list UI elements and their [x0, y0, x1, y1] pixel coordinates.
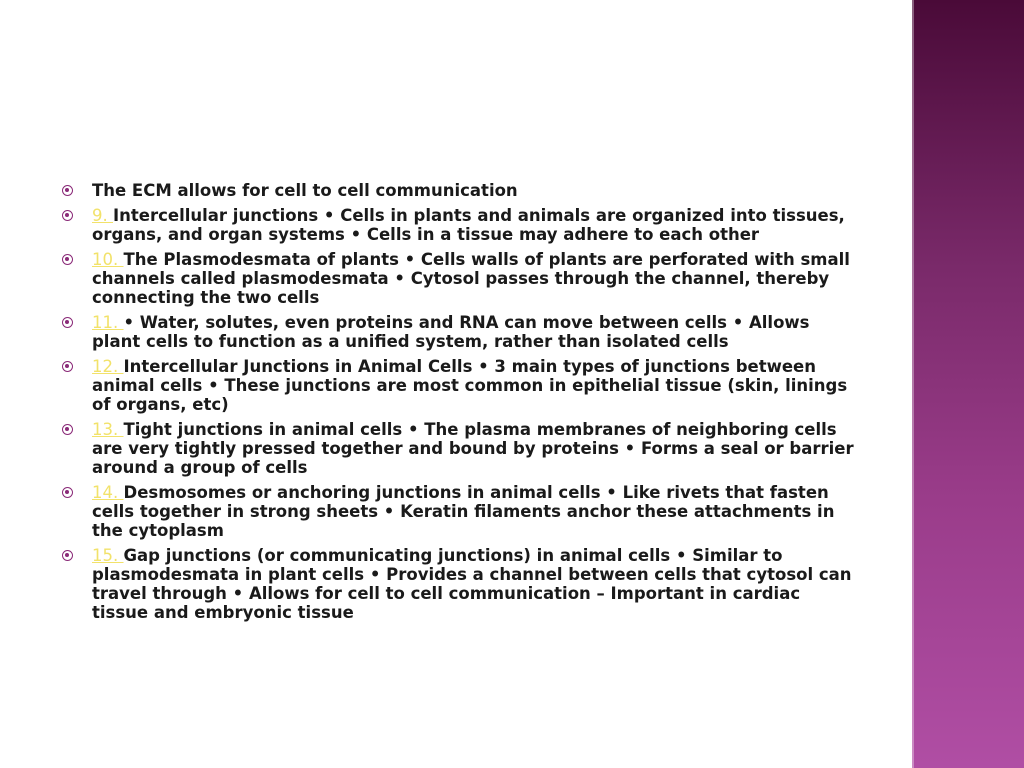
item-text: The ECM allows for cell to cell communication [92, 181, 518, 200]
circled-dot-icon [62, 361, 73, 372]
item-text: Intercellular junctions • Cells in plants and animals are organized into tissues, organs, and organ systems • Cells in a tissue may adhere to each other [92, 206, 845, 244]
circled-dot-icon [62, 487, 73, 498]
slide-body [60, 181, 860, 628]
circled-dot-icon [62, 550, 73, 561]
list-item [60, 546, 860, 622]
decorative-side-band [912, 0, 1024, 768]
item-number[interactable]: 14. [92, 483, 124, 502]
item-number[interactable]: 11. [92, 313, 124, 332]
circled-dot-icon [62, 210, 73, 221]
item-text: The Plasmodesmata of plants • Cells walls of plants are perforated with small channels called plasmodesmata • Cytosol passes through the channel, thereby connecting the two cells [92, 250, 850, 307]
list-item [60, 420, 860, 477]
item-text: Intercellular Junctions in Animal Cells • 3 main types of junctions between animal cells • These junctions are most common in epithelial tissue (skin, linings of organs, etc) [92, 357, 848, 414]
bullet-list [60, 181, 860, 622]
item-text: Gap junctions (or communicating junctions) in animal cells • Similar to plasmodesmata in plant cells • Provides a channel between cells that cytosol can travel through • Allows for cell to cell communication – Important in cardiac tissue and embryonic tissue [92, 546, 852, 622]
list-item [60, 181, 860, 200]
list-item [60, 483, 860, 540]
list-item [60, 250, 860, 307]
item-text: Tight junctions in animal cells • The plasma membranes of neighboring cells are very tightly pressed together and bound by proteins • Forms a seal or barrier around a group of cells [92, 420, 854, 477]
item-text: • Water, solutes, even proteins and RNA can move between cells • Allows plant cells to function as a unified system, rather than isolated cells [92, 313, 810, 351]
circled-dot-icon [62, 254, 73, 265]
list-item [60, 206, 860, 244]
circled-dot-icon [62, 317, 73, 328]
item-text: Desmosomes or anchoring junctions in animal cells • Like rivets that fasten cells together in strong sheets • Keratin filaments anchor these attachments in the cytoplasm [92, 483, 835, 540]
item-number[interactable]: 13. [92, 420, 124, 439]
circled-dot-icon [62, 424, 73, 435]
circled-dot-icon [62, 185, 73, 196]
item-number[interactable]: 9. [92, 206, 113, 225]
item-number[interactable]: 15. [92, 546, 124, 565]
list-item [60, 357, 860, 414]
list-item [60, 313, 860, 351]
item-number[interactable]: 12. [92, 357, 124, 376]
item-number[interactable]: 10. [92, 250, 124, 269]
